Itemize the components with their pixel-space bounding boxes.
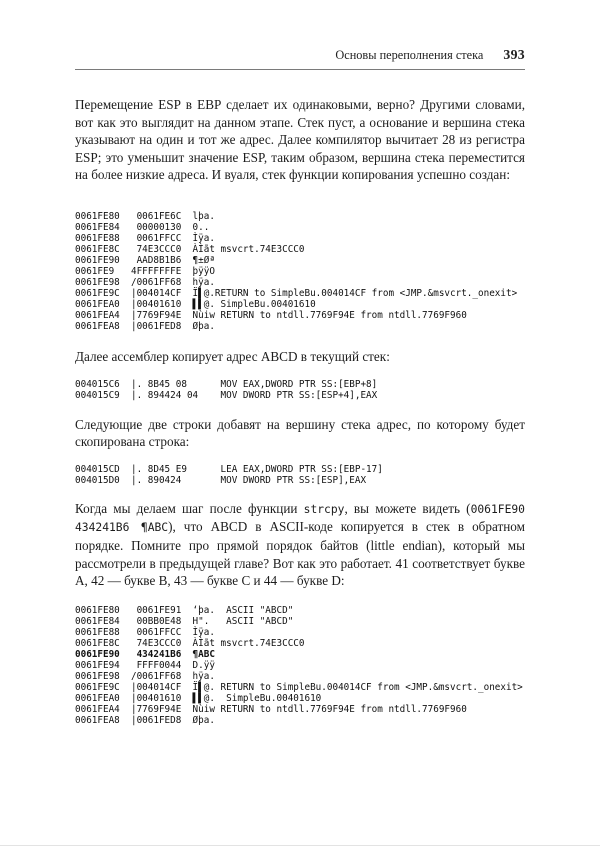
code-line: 0061FEA0 |00401610 ▌▌@. SimpleBu.00401610	[75, 298, 316, 310]
paragraph-copy-address: Далее ассемблер копирует адрес ABCD в текущий стек:	[75, 348, 390, 364]
paragraph-text-segment: , вы можете видеть (	[344, 500, 471, 516]
code-line: 0061FE8C 74E3CCC0 ÀÌãt msvcrt.74E3CCC0	[75, 637, 305, 649]
paragraph-text-segment: ), что ABCD в ASCII-коде копируется в стек в обратном порядке. Помните про прямой порядок байтов (little endian), который мы рассмотрели в предыдущей главе? Вот как это работает. 41 соответствует букве A, 42 — букве B, 43 — букве C и 44 — букве D:	[75, 519, 525, 589]
code-line: 0061FE88 0061FFCC Ìÿa.	[75, 626, 215, 638]
code-line: 0061FEA4 |7769F94E Nùiw RETURN to ntdll.7769F94E from ntdll.7769F960	[75, 309, 467, 321]
running-head	[75, 47, 525, 63]
code-line: 0061FE90 434241B6 ¶ABC	[75, 648, 215, 660]
code-line: 0061FE88 0061FFCC Ìÿa.	[75, 232, 215, 244]
code-line: 0061FE98 /0061FF68 hÿa.	[75, 276, 215, 288]
code-line: 0061FEA8 |0061FED8 Øþa.	[75, 714, 215, 726]
code-block-stack-dump-before	[75, 211, 525, 332]
inline-code-stack-value: 0061FE90 434241B6 ¶ABC	[75, 502, 525, 535]
code-line: 0061FE80 0061FE6C lþa.	[75, 210, 215, 222]
paragraph-next-lines: Следующие две строки добавят на вершину стека адрес, по которому будет скопирована строка:	[75, 416, 525, 450]
code-line: 0061FE9C |004014CF Ï▌@.RETURN to SimpleBu.004014CF from <JMP.&msvcrt._onexit>	[75, 287, 518, 299]
header-rule	[75, 69, 525, 70]
code-line: 0061FE90 AAD8B1B6 ¶±Øª	[75, 254, 215, 266]
code-line: 0061FE84 00BB0E48 H". ASCII "ABCD"	[75, 615, 294, 627]
code-line: 0061FE94 FFFF0044 D.ÿÿ	[75, 659, 215, 671]
code-line: 004015C9 |. 894424 04 MOV DWORD PTR SS:[ESP+4],EAX	[75, 389, 378, 401]
code-line: 004015C6 |. 8B45 08 MOV EAX,DWORD PTR SS:[EBP+8]	[75, 378, 378, 390]
code-line: 0061FE84 00000130 0..	[75, 221, 210, 233]
inline-code-strcpy: strcpy	[303, 502, 345, 516]
paragraph-intro-stack: Перемещение ESP в EBP сделает их одинаковыми, верно? Другими словами, вот как это выглядит на данном этапе. Стек пуст, а основание и вершина стека указывают на один и тот же адрес. Далее компилятор вычитает 28 из регистра ESP; это уменьшит значение ESP, таким образом, вершина стека переместится на более низкие адреса. И вуаля, стек функции копирования успешно создан:	[75, 97, 525, 183]
code-line: 004015D0 |. 890424 MOV DWORD PTR SS:[ESP],EAX	[75, 474, 367, 486]
code-line: 0061FE9C |004014CF Ï▌@. RETURN to SimpleBu.004014CF from <JMP.&msvcrt._onexit>	[75, 681, 523, 693]
code-line: 0061FE8C 74E3CCC0 ÀÌãt msvcrt.74E3CCC0	[75, 243, 305, 255]
page-bottom-edge	[0, 845, 600, 846]
page-number: 393	[503, 47, 525, 62]
page-content	[75, 96, 525, 726]
code-block-stack-dump-after	[75, 605, 525, 726]
code-block-asm-lea	[75, 464, 525, 486]
code-line: 0061FEA0 |00401610 ▌▌@. SimpleBu.00401610	[75, 692, 322, 704]
paragraph-strcpy-explanation	[75, 500, 525, 590]
code-line: 0061FE80 0061FE91 ‘þa. ASCII "ABCD"	[75, 604, 294, 616]
code-line: 0061FE9 4FFFFFFFE þÿÿO	[75, 265, 215, 277]
code-line: 0061FEA4 |7769F94E Nùiw RETURN to ntdll.7769F94E from ntdll.7769F960	[75, 703, 467, 715]
code-line: 004015CD |. 8D45 E9 LEA EAX,DWORD PTR SS:[EBP-17]	[75, 463, 383, 475]
paragraph-text-segment: Когда мы делаем шаг после функции	[75, 500, 304, 516]
code-block-asm-mov	[75, 379, 525, 401]
code-line: 0061FEA8 |0061FED8 Øþa.	[75, 320, 215, 332]
code-line: 0061FE98 /0061FF68 hÿa.	[75, 670, 215, 682]
chapter-title: Основы переполнения стека	[335, 48, 484, 62]
